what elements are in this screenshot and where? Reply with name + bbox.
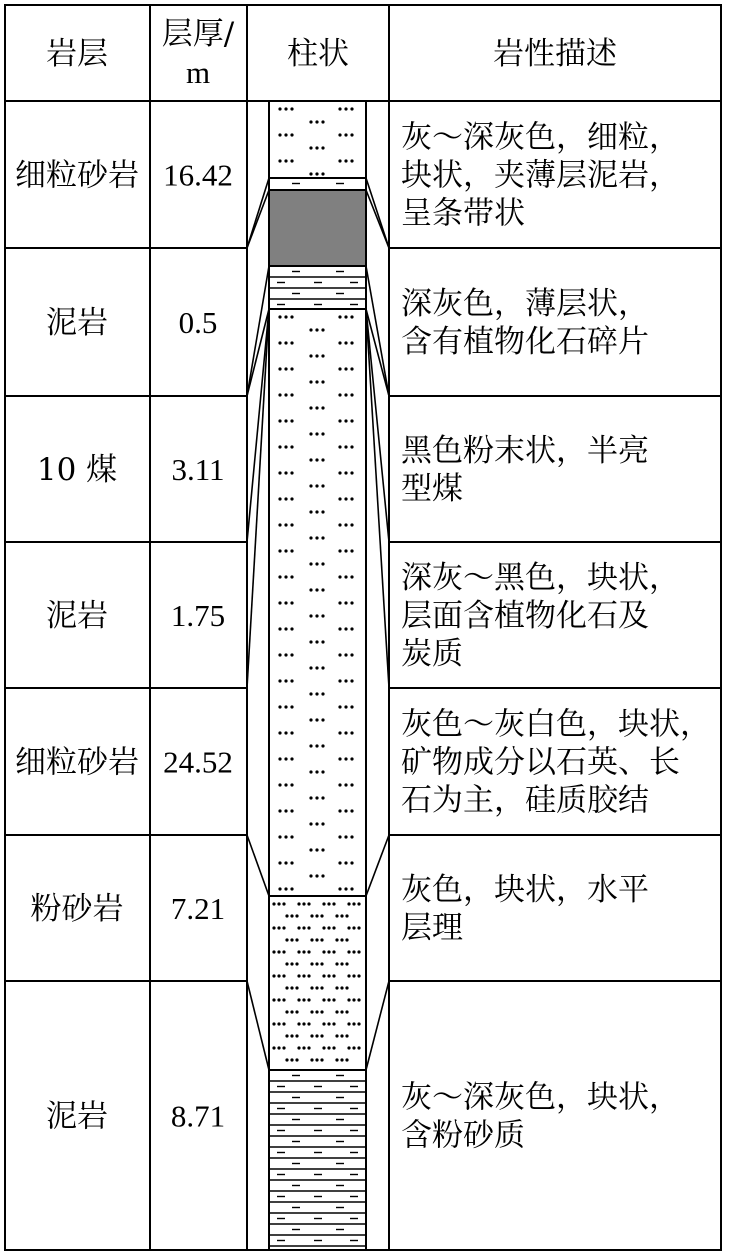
layer-description-line: 含粉砂质 (401, 1117, 525, 1154)
connector-left (247, 835, 269, 896)
layer-description-line: 型煤 (401, 471, 463, 507)
connector-right (366, 835, 389, 896)
connector-right (366, 309, 389, 688)
column-segment-sand (269, 101, 366, 178)
layer-description-line: 层理 (401, 910, 463, 946)
header-description: 岩性描述 (493, 36, 617, 72)
connector-left (247, 309, 269, 688)
connector-left (247, 981, 269, 1070)
layer-description-line: 深灰～黑色，块状， (401, 560, 680, 596)
layer-description-line: 矿物成分以石英、长 (401, 744, 680, 781)
connector-right (366, 309, 389, 396)
layer-description-line: 灰色，块状，水平 (401, 872, 649, 908)
column-segment-silt (269, 896, 366, 1070)
layer-description-line: 深灰色，薄层状， (401, 286, 649, 322)
layer-name: 细粒砂岩 (15, 157, 139, 194)
layer-name: 10 煤 (36, 452, 118, 488)
layer-description-line: 层面含植物化石及 (401, 598, 649, 634)
layer-description-line: 灰～深灰色，块状， (401, 1079, 680, 1116)
layer-name: 细粒砂岩 (15, 744, 139, 781)
layer-thickness: 7.21 (170, 891, 226, 926)
layer-thickness: 1.75 (170, 598, 226, 633)
layer-thickness: 0.5 (178, 305, 218, 340)
connector-right (366, 190, 389, 248)
column-segment-mud (269, 266, 366, 309)
lithology-column (269, 101, 366, 1250)
layer-thickness: 3.11 (171, 452, 225, 487)
connector-right (366, 981, 389, 1070)
layer-description-line: 灰色～灰白色，块状， (401, 706, 711, 743)
column-segment-coal (269, 190, 366, 266)
layer-description-line: 块状，夹薄层泥岩， (401, 157, 680, 194)
column-segment-mud (269, 178, 366, 190)
layer-description-line: 含有植物化石碎片 (401, 324, 649, 360)
table-header (46, 16, 617, 90)
header-layer: 岩层 (46, 36, 108, 72)
header-thickness-unit: m (185, 55, 211, 90)
layer-name: 泥岩 (46, 1098, 108, 1135)
column-segment-sand (269, 309, 366, 896)
header-column: 柱状 (287, 36, 349, 72)
layer-description-line: 黑色粉末状，半亮 (401, 433, 649, 469)
column-segment-mud (269, 1070, 366, 1250)
layer-name: 泥岩 (46, 305, 108, 341)
layer-name: 泥岩 (46, 598, 108, 634)
layer-description-line: 炭质 (401, 636, 463, 672)
layer-name: 粉砂岩 (30, 891, 124, 927)
layer-description-line: 呈条带状 (401, 195, 525, 232)
layer-thickness: 16.42 (163, 157, 233, 193)
layer-thickness: 8.71 (170, 1098, 226, 1134)
connector-left (247, 190, 269, 248)
header-thickness: 层厚/ (161, 16, 235, 52)
layer-thickness: 24.52 (163, 744, 233, 780)
layer-description-line: 灰～深灰色，细粒， (401, 119, 680, 156)
layer-description-line: 石为主，硅质胶结 (401, 782, 649, 819)
